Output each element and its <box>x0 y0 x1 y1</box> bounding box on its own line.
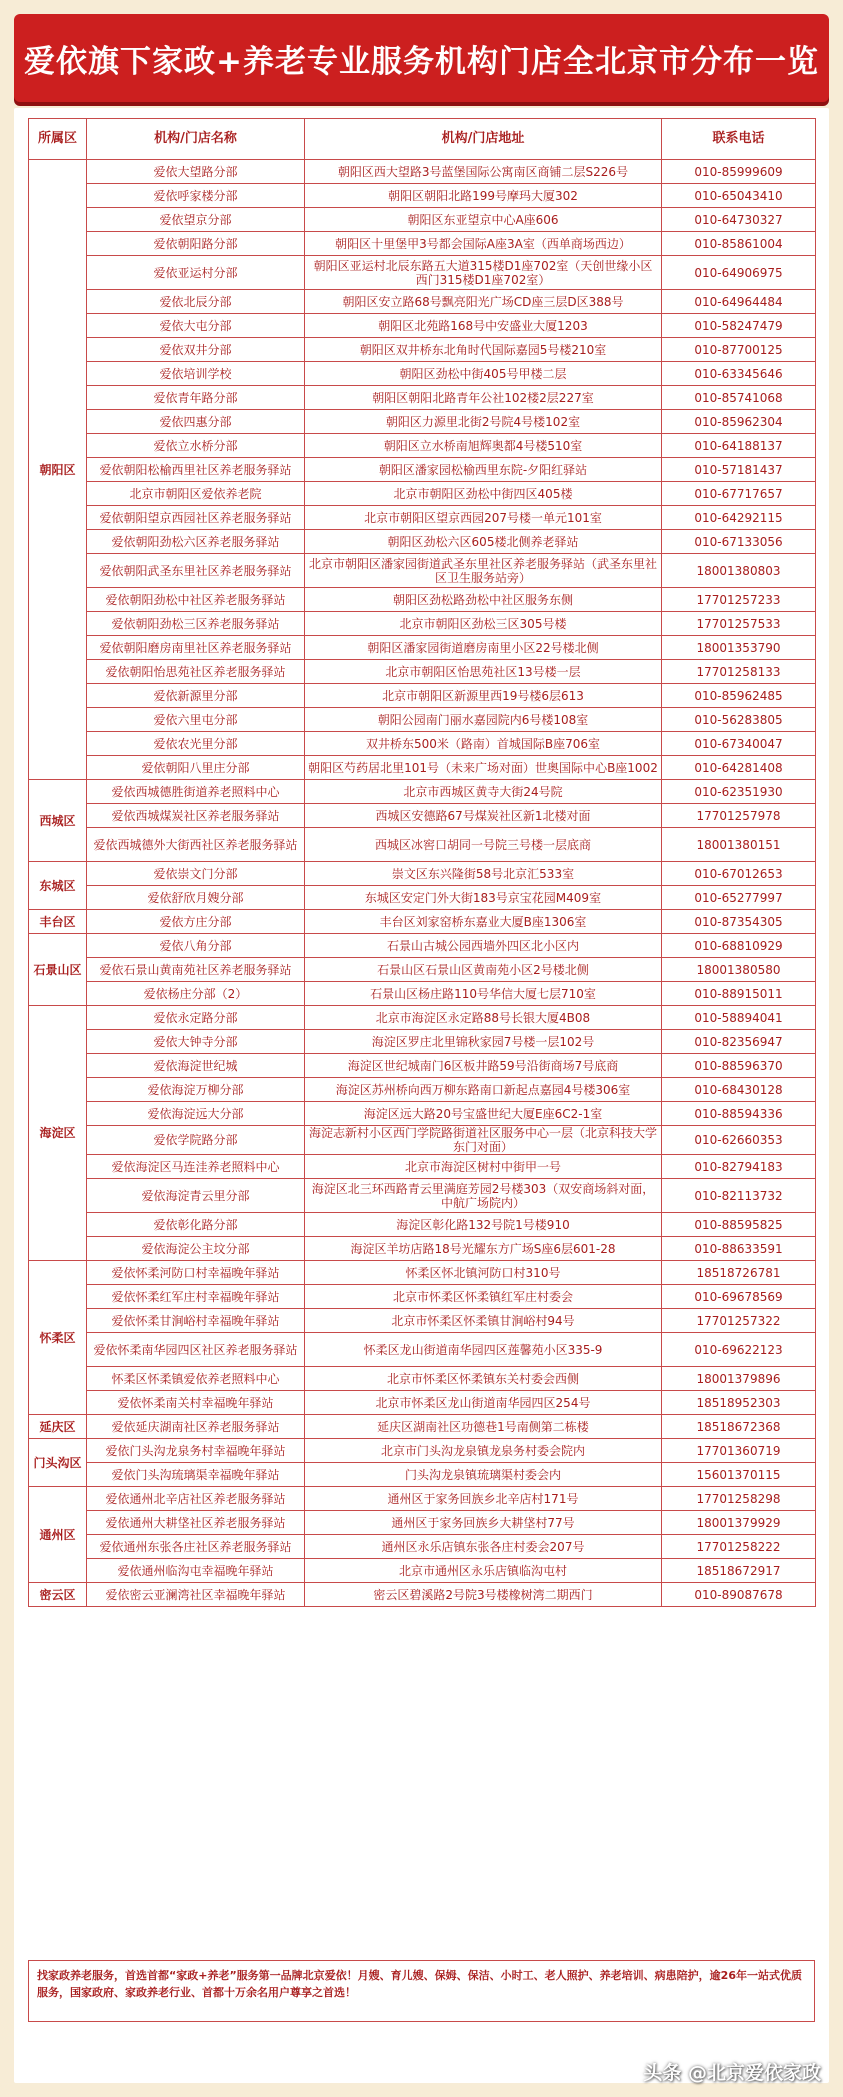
table-body <box>29 160 816 1607</box>
store-address-cell: 北京市门头沟龙泉镇龙泉务村委会院内 <box>305 1439 662 1463</box>
store-address-cell: 朝阳区亚运村北辰东路五大道315楼D1座702室（天创世缘小区西门315楼D1座702室） <box>305 256 662 290</box>
table-row <box>29 1535 816 1559</box>
store-address-cell: 北京市怀柔区龙山街道南华园四区254号 <box>305 1391 662 1415</box>
store-phone-cell: 010-65277997 <box>662 886 816 910</box>
watermark: 头条 @北京爱依家政 <box>643 2062 821 2084</box>
store-phone-cell: 010-62351930 <box>662 780 816 804</box>
store-address-cell: 朝阳区劲松中街405号甲楼二层 <box>305 362 662 386</box>
table-row <box>29 1285 816 1309</box>
table-row <box>29 1583 816 1607</box>
store-name-cell: 爱依大屯分部 <box>87 314 305 338</box>
store-name-cell: 爱依双井分部 <box>87 338 305 362</box>
store-address-cell: 门头沟龙泉镇琉璃渠村委会内 <box>305 1463 662 1487</box>
store-name-cell: 爱依朝阳八里庄分部 <box>87 756 305 780</box>
table-row <box>29 636 816 660</box>
store-address-cell: 密云区碧溪路2号院3号楼橡树湾二期西门 <box>305 1583 662 1607</box>
table-row <box>29 530 816 554</box>
store-name-cell: 爱依八角分部 <box>87 934 305 958</box>
store-name-cell: 爱依通州大耕垡社区养老服务驿站 <box>87 1511 305 1535</box>
store-phone-cell: 010-67717657 <box>662 482 816 506</box>
store-name-cell: 爱依朝阳松榆西里社区养老服务驿站 <box>87 458 305 482</box>
store-address-cell: 东城区安定门外大街183号京宝花园M409室 <box>305 886 662 910</box>
store-address-cell: 北京市通州区永乐店镇临沟屯村 <box>305 1559 662 1583</box>
store-name-cell: 爱依海淀青云里分部 <box>87 1179 305 1213</box>
store-address-cell: 北京市朝阳区望京西园207号楼一单元101室 <box>305 506 662 530</box>
store-name-cell: 爱依怀柔南华园四区社区养老服务驿站 <box>87 1333 305 1367</box>
store-phone-cell: 17701258133 <box>662 660 816 684</box>
table-row <box>29 1030 816 1054</box>
district-cell: 丰台区 <box>29 910 87 934</box>
table-row <box>29 1078 816 1102</box>
district-cell: 密云区 <box>29 1583 87 1607</box>
store-address-cell: 北京市海淀区永定路88号长银大厦4B08 <box>305 1006 662 1030</box>
store-address-cell: 延庆区湖南社区功德巷1号南侧第二栋楼 <box>305 1415 662 1439</box>
store-phone-cell: 010-62660353 <box>662 1126 816 1155</box>
table-row <box>29 1102 816 1126</box>
store-directory-table <box>28 118 816 1607</box>
store-address-cell: 北京市怀柔区怀柔镇红军庄村委会 <box>305 1285 662 1309</box>
store-name-cell: 爱依怀柔河防口村幸福晚年驿站 <box>87 1261 305 1285</box>
store-name-cell: 爱依朝阳劲松六区养老服务驿站 <box>87 530 305 554</box>
store-name-cell: 爱依石景山黄南苑社区养老服务驿站 <box>87 958 305 982</box>
table-row <box>29 862 816 886</box>
district-cell: 怀柔区 <box>29 1261 87 1415</box>
store-name-cell: 爱依海淀万柳分部 <box>87 1078 305 1102</box>
store-phone-cell: 18001380803 <box>662 554 816 588</box>
store-phone-cell: 010-67340047 <box>662 732 816 756</box>
store-name-cell: 爱依方庄分部 <box>87 910 305 934</box>
table-row <box>29 1261 816 1285</box>
store-address-cell: 朝阳区北苑路168号中安盛业大厦1203 <box>305 314 662 338</box>
store-phone-cell: 17701257533 <box>662 612 816 636</box>
store-address-cell: 朝阳区十里堡甲3号都会国际A座3A室（西单商场西边） <box>305 232 662 256</box>
store-name-cell: 爱依永定路分部 <box>87 1006 305 1030</box>
table-row <box>29 1309 816 1333</box>
table-row <box>29 1213 816 1237</box>
store-phone-cell: 010-68430128 <box>662 1078 816 1102</box>
store-address-cell: 海淀区羊坊店路18号光耀东方广场S座6层601-28 <box>305 1237 662 1261</box>
store-address-cell: 朝阳区朝阳北路199号摩玛大厦302 <box>305 184 662 208</box>
table-row <box>29 1126 816 1155</box>
store-phone-cell: 010-69622123 <box>662 1333 816 1367</box>
store-address-cell: 丰台区刘家窑桥东嘉业大厦B座1306室 <box>305 910 662 934</box>
store-name-cell: 爱依朝阳劲松中社区养老服务驿站 <box>87 588 305 612</box>
store-name-cell: 爱依朝阳磨房南里社区养老服务驿站 <box>87 636 305 660</box>
store-name-cell: 爱依西城煤炭社区养老服务驿站 <box>87 804 305 828</box>
store-address-cell: 北京市怀柔区怀柔镇甘涧峪村94号 <box>305 1309 662 1333</box>
district-cell: 门头沟区 <box>29 1439 87 1487</box>
store-name-cell: 爱依培训学校 <box>87 362 305 386</box>
store-address-cell: 朝阳区劲松路劲松中社区服务东侧 <box>305 588 662 612</box>
district-cell: 朝阳区 <box>29 160 87 780</box>
store-phone-cell: 010-64730327 <box>662 208 816 232</box>
store-phone-cell: 010-65043410 <box>662 184 816 208</box>
store-address-cell: 朝阳区朝阳北路青年公社102楼2层227室 <box>305 386 662 410</box>
store-phone-cell: 010-67012653 <box>662 862 816 886</box>
column-header-phone: 联系电话 <box>662 119 816 160</box>
title-banner <box>14 14 829 102</box>
store-address-cell: 海淀志新村小区西门学院路街道社区服务中心一层（北京科技大学东门对面） <box>305 1126 662 1155</box>
store-name-cell: 爱依朝阳怡思苑社区养老服务驿站 <box>87 660 305 684</box>
store-address-cell: 崇文区东兴隆街58号北京汇533室 <box>305 862 662 886</box>
store-name-cell: 爱依门头沟龙泉务村幸福晚年驿站 <box>87 1439 305 1463</box>
store-address-cell: 北京市西城区黄寺大街24号院 <box>305 780 662 804</box>
table-row <box>29 1237 816 1261</box>
store-phone-cell: 010-88595825 <box>662 1213 816 1237</box>
district-cell: 西城区 <box>29 780 87 862</box>
table-row <box>29 1367 816 1391</box>
store-address-cell: 北京市朝阳区新源里西19号楼6层613 <box>305 684 662 708</box>
store-phone-cell: 18518726781 <box>662 1261 816 1285</box>
table-row <box>29 1559 816 1583</box>
table-row <box>29 588 816 612</box>
table-row <box>29 1511 816 1535</box>
store-name-cell: 爱依农光里分部 <box>87 732 305 756</box>
column-header-address: 机构/门店地址 <box>305 119 662 160</box>
store-phone-cell: 18001379896 <box>662 1367 816 1391</box>
store-phone-cell: 18001380580 <box>662 958 816 982</box>
store-address-cell: 朝阳区双井桥东北角时代国际嘉园5号楼210室 <box>305 338 662 362</box>
store-address-cell: 通州区永乐店镇东张各庄村委会207号 <box>305 1535 662 1559</box>
store-address-cell: 北京市怀柔区怀柔镇东关村委会西侧 <box>305 1367 662 1391</box>
district-cell: 东城区 <box>29 862 87 910</box>
store-name-cell: 爱依海淀世纪城 <box>87 1054 305 1078</box>
store-address-cell: 朝阳区西大望路3号蓝堡国际公寓南区商铺二层S226号 <box>305 160 662 184</box>
table-row <box>29 804 816 828</box>
store-name-cell: 爱依大钟寺分部 <box>87 1030 305 1054</box>
table-row <box>29 1006 816 1030</box>
table-row <box>29 458 816 482</box>
store-address-cell: 北京市朝阳区怡思苑社区13号楼一层 <box>305 660 662 684</box>
store-address-cell: 朝阳区安立路68号飘亮阳光广场CD座三层D区388号 <box>305 290 662 314</box>
store-phone-cell: 010-85741068 <box>662 386 816 410</box>
store-name-cell: 爱依海淀远大分部 <box>87 1102 305 1126</box>
store-phone-cell: 17701258222 <box>662 1535 816 1559</box>
store-phone-cell: 010-88594336 <box>662 1102 816 1126</box>
table-row <box>29 314 816 338</box>
store-name-cell: 爱依通州临沟屯幸福晚年驿站 <box>87 1559 305 1583</box>
store-address-cell: 石景山古城公园西墙外四区北小区内 <box>305 934 662 958</box>
store-phone-cell: 010-85861004 <box>662 232 816 256</box>
store-address-cell: 通州区于家务回族乡北辛店村171号 <box>305 1487 662 1511</box>
table-row <box>29 732 816 756</box>
store-address-cell: 双井桥东500米（路南）首城国际B座706室 <box>305 732 662 756</box>
district-cell: 石景山区 <box>29 934 87 1006</box>
store-name-cell: 爱依密云亚澜湾社区幸福晚年驿站 <box>87 1583 305 1607</box>
store-phone-cell: 18001379929 <box>662 1511 816 1535</box>
store-name-cell: 爱依朝阳武圣东里社区养老服务驿站 <box>87 554 305 588</box>
table-row <box>29 1463 816 1487</box>
store-name-cell: 北京市朝阳区爱依养老院 <box>87 482 305 506</box>
store-address-cell: 朝阳区立水桥南旭辉奥都4号楼510室 <box>305 434 662 458</box>
store-name-cell: 爱依舒欣月嫂分部 <box>87 886 305 910</box>
table-row <box>29 828 816 862</box>
store-address-cell: 朝阳公园南门丽水嘉园院内6号楼108室 <box>305 708 662 732</box>
store-name-cell: 爱依西城德胜街道养老照料中心 <box>87 780 305 804</box>
store-address-cell: 北京市朝阳区潘家园街道武圣东里社区养老服务驿站（武圣东里社区卫生服务站旁） <box>305 554 662 588</box>
store-name-cell: 怀柔区怀柔镇爱依养老照料中心 <box>87 1367 305 1391</box>
store-phone-cell: 010-85999609 <box>662 160 816 184</box>
table-row <box>29 934 816 958</box>
store-address-cell: 西城区安德路67号煤炭社区新1北楼对面 <box>305 804 662 828</box>
store-name-cell: 爱依门头沟琉璃渠幸福晚年驿站 <box>87 1463 305 1487</box>
store-name-cell: 爱依延庆湖南社区养老服务驿站 <box>87 1415 305 1439</box>
district-cell: 延庆区 <box>29 1415 87 1439</box>
table-header-row <box>29 119 816 160</box>
store-address-cell: 朝阳区劲松六区605楼北侧养老驿站 <box>305 530 662 554</box>
store-phone-cell: 010-56283805 <box>662 708 816 732</box>
store-phone-cell: 15601370115 <box>662 1463 816 1487</box>
store-address-cell: 海淀区世纪城南门6区板井路59号沿街商场7号底商 <box>305 1054 662 1078</box>
store-phone-cell: 17701258298 <box>662 1487 816 1511</box>
store-phone-cell: 010-88596370 <box>662 1054 816 1078</box>
table-row <box>29 886 816 910</box>
table-row <box>29 506 816 530</box>
store-phone-cell: 010-64281408 <box>662 756 816 780</box>
table-row <box>29 434 816 458</box>
store-name-cell: 爱依大望路分部 <box>87 160 305 184</box>
store-name-cell: 爱依新源里分部 <box>87 684 305 708</box>
store-phone-cell: 010-85962304 <box>662 410 816 434</box>
store-phone-cell: 010-67133056 <box>662 530 816 554</box>
store-name-cell: 爱依朝阳路分部 <box>87 232 305 256</box>
store-name-cell: 爱依通州东张各庄社区养老服务驿站 <box>87 1535 305 1559</box>
store-phone-cell: 010-89087678 <box>662 1583 816 1607</box>
table-row <box>29 1054 816 1078</box>
store-name-cell: 爱依朝阳劲松三区养老服务驿站 <box>87 612 305 636</box>
store-name-cell: 爱依崇文门分部 <box>87 862 305 886</box>
store-address-cell: 海淀区北三环西路青云里满庭芳园2号楼303（双安商场斜对面，中航广场院内） <box>305 1179 662 1213</box>
table-row <box>29 1179 816 1213</box>
directory-sheet <box>14 108 829 2083</box>
table-row <box>29 410 816 434</box>
store-name-cell: 爱依学院路分部 <box>87 1126 305 1155</box>
store-address-cell: 海淀区彰化路132号院1号楼910 <box>305 1213 662 1237</box>
district-cell: 海淀区 <box>29 1006 87 1261</box>
table-row <box>29 362 816 386</box>
store-name-cell: 爱依西城德外大街西社区养老服务驿站 <box>87 828 305 862</box>
store-phone-cell: 18001380151 <box>662 828 816 862</box>
store-phone-cell: 010-64906975 <box>662 256 816 290</box>
table-row <box>29 982 816 1006</box>
store-address-cell: 朝阳区东亚望京中心A座606 <box>305 208 662 232</box>
store-phone-cell: 010-64188137 <box>662 434 816 458</box>
store-name-cell: 爱依呼家楼分部 <box>87 184 305 208</box>
store-phone-cell: 18518952303 <box>662 1391 816 1415</box>
store-address-cell: 通州区于家务回族乡大耕垡村77号 <box>305 1511 662 1535</box>
store-name-cell: 爱依通州北辛店社区养老服务驿站 <box>87 1487 305 1511</box>
column-header-name: 机构/门店名称 <box>87 119 305 160</box>
store-phone-cell: 17701360719 <box>662 1439 816 1463</box>
store-address-cell: 海淀区罗庄北里锦秋家园7号楼一层102号 <box>305 1030 662 1054</box>
table-row <box>29 660 816 684</box>
table-row <box>29 1415 816 1439</box>
table-row <box>29 160 816 184</box>
table-row <box>29 1333 816 1367</box>
store-phone-cell: 010-58894041 <box>662 1006 816 1030</box>
store-phone-cell: 010-82113732 <box>662 1179 816 1213</box>
store-name-cell: 爱依四惠分部 <box>87 410 305 434</box>
store-phone-cell: 17701257978 <box>662 804 816 828</box>
store-address-cell: 石景山区石景山区黄南苑小区2号楼北侧 <box>305 958 662 982</box>
store-name-cell: 爱依青年路分部 <box>87 386 305 410</box>
table-row <box>29 386 816 410</box>
store-address-cell: 北京市海淀区树村中街甲一号 <box>305 1155 662 1179</box>
store-phone-cell: 010-68810929 <box>662 934 816 958</box>
store-name-cell: 爱依杨庄分部（2） <box>87 982 305 1006</box>
store-name-cell: 爱依北辰分部 <box>87 290 305 314</box>
store-phone-cell: 010-82356947 <box>662 1030 816 1054</box>
store-phone-cell: 18518672368 <box>662 1415 816 1439</box>
store-address-cell: 朝阳区力源里北街2号院4号楼102室 <box>305 410 662 434</box>
store-address-cell: 海淀区苏州桥向西万柳东路南口新起点嘉园4号楼306室 <box>305 1078 662 1102</box>
store-name-cell: 爱依怀柔南关村幸福晚年驿站 <box>87 1391 305 1415</box>
table-row <box>29 1439 816 1463</box>
store-phone-cell: 010-57181437 <box>662 458 816 482</box>
table-row <box>29 1155 816 1179</box>
store-name-cell: 爱依亚运村分部 <box>87 256 305 290</box>
store-phone-cell: 010-58247479 <box>662 314 816 338</box>
store-name-cell: 爱依六里屯分部 <box>87 708 305 732</box>
store-address-cell: 海淀区远大路20号宝盛世纪大厦E座6C2-1室 <box>305 1102 662 1126</box>
store-phone-cell: 18001353790 <box>662 636 816 660</box>
table-row <box>29 958 816 982</box>
table-row <box>29 612 816 636</box>
store-address-cell: 怀柔区怀北镇河防口村310号 <box>305 1261 662 1285</box>
table-row <box>29 232 816 256</box>
table-row <box>29 338 816 362</box>
store-name-cell: 爱依朝阳望京西园社区养老服务驿站 <box>87 506 305 530</box>
store-name-cell: 爱依立水桥分部 <box>87 434 305 458</box>
column-header-district: 所属区 <box>29 119 87 160</box>
store-phone-cell: 18518672917 <box>662 1559 816 1583</box>
store-phone-cell: 010-64964484 <box>662 290 816 314</box>
store-phone-cell: 17701257233 <box>662 588 816 612</box>
store-address-cell: 朝阳区潘家园松榆西里东院-夕阳红驿站 <box>305 458 662 482</box>
store-name-cell: 爱依彰化路分部 <box>87 1213 305 1237</box>
table-row <box>29 756 816 780</box>
store-address-cell: 西城区冰窖口胡同一号院三号楼一层底商 <box>305 828 662 862</box>
store-address-cell: 北京市朝阳区劲松中街四区405楼 <box>305 482 662 506</box>
store-name-cell: 爱依怀柔红军庄村幸福晚年驿站 <box>87 1285 305 1309</box>
table-row <box>29 708 816 732</box>
store-address-cell: 朝阳区潘家园街道磨房南里小区22号楼北侧 <box>305 636 662 660</box>
page-title: 爱依旗下家政+养老专业服务机构门店全北京市分布一览 <box>24 43 819 80</box>
store-address-cell: 朝阳区芍药居北里101号（未来广场对面）世奥国际中心B座1002 <box>305 756 662 780</box>
store-phone-cell: 010-87700125 <box>662 338 816 362</box>
table-row <box>29 290 816 314</box>
district-cell: 通州区 <box>29 1487 87 1583</box>
store-phone-cell: 010-64292115 <box>662 506 816 530</box>
footer-note: 找家政养老服务，首选首都“家政+养老”服务第一品牌北京爱依！月嫂、育儿嫂、保姆、保洁、小时工、老人照护、养老培训、病患陪护，逾26年一站式优质服务，国家政府、家政养老行业、首都十万余名用户尊享之首选！ <box>28 1960 815 2022</box>
store-address-cell: 石景山区杨庄路110号华信大厦七层710室 <box>305 982 662 1006</box>
table-row <box>29 554 816 588</box>
store-name-cell: 爱依海淀区马连洼养老照料中心 <box>87 1155 305 1179</box>
store-phone-cell: 17701257322 <box>662 1309 816 1333</box>
table-row <box>29 684 816 708</box>
store-phone-cell: 010-88633591 <box>662 1237 816 1261</box>
table-row <box>29 482 816 506</box>
store-phone-cell: 010-63345646 <box>662 362 816 386</box>
store-address-cell: 怀柔区龙山街道南华园四区莲馨苑小区335-9 <box>305 1333 662 1367</box>
table-row <box>29 1391 816 1415</box>
store-name-cell: 爱依海淀公主坟分部 <box>87 1237 305 1261</box>
table-row <box>29 208 816 232</box>
table-row <box>29 256 816 290</box>
table-row <box>29 780 816 804</box>
store-phone-cell: 010-82794183 <box>662 1155 816 1179</box>
store-address-cell: 北京市朝阳区劲松三区305号楼 <box>305 612 662 636</box>
store-name-cell: 爱依怀柔甘涧峪村幸福晚年驿站 <box>87 1309 305 1333</box>
store-phone-cell: 010-69678569 <box>662 1285 816 1309</box>
table-row <box>29 910 816 934</box>
table-row <box>29 1487 816 1511</box>
store-phone-cell: 010-88915011 <box>662 982 816 1006</box>
store-phone-cell: 010-85962485 <box>662 684 816 708</box>
table-row <box>29 184 816 208</box>
store-phone-cell: 010-87354305 <box>662 910 816 934</box>
store-name-cell: 爱依望京分部 <box>87 208 305 232</box>
